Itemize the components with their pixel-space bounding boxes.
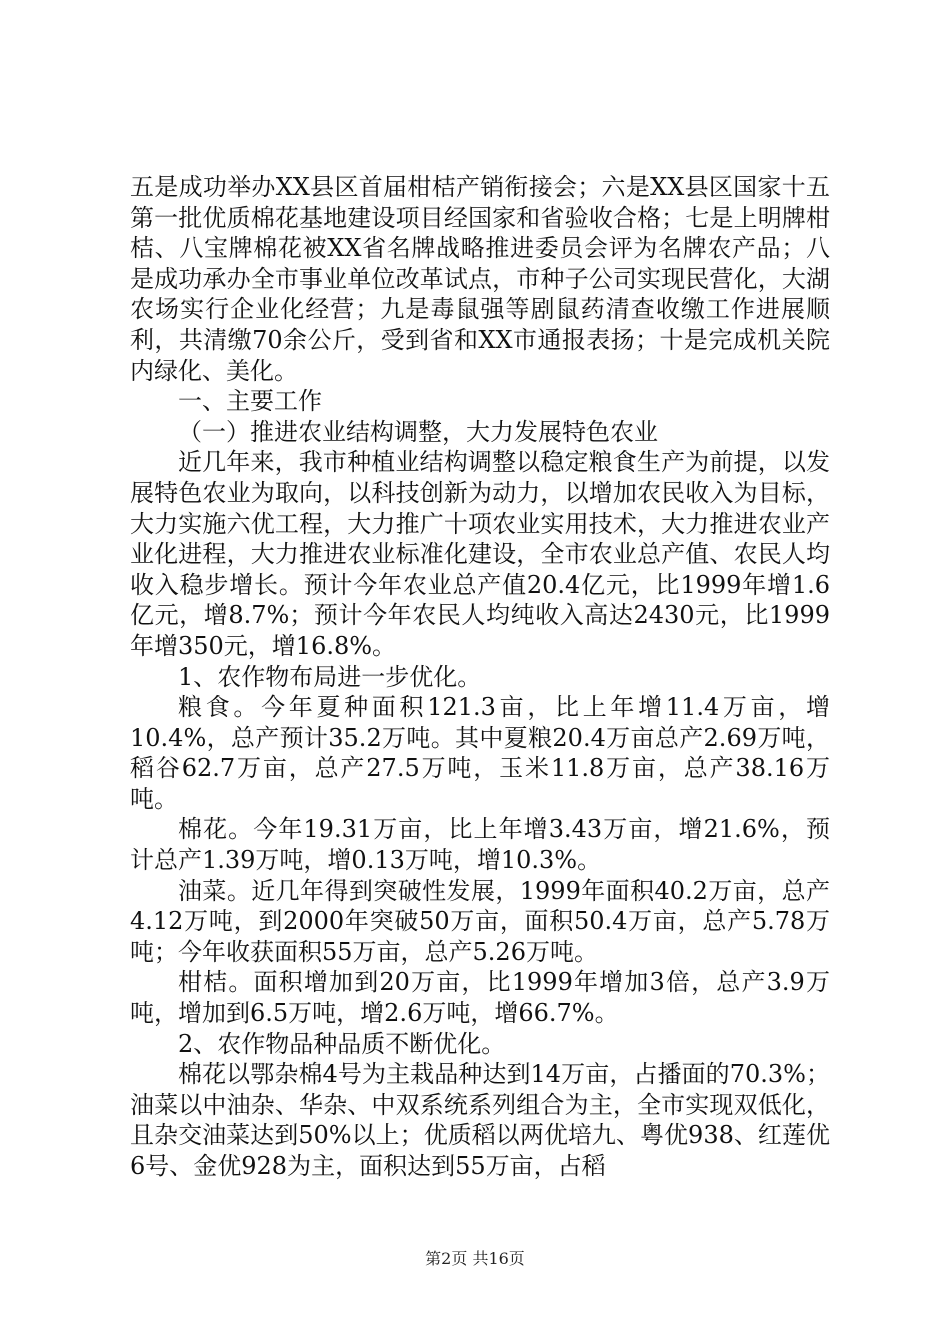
paragraph-citrus: 柑桔。面积增加到20万亩，比1999年增加3倍，总产3.9万吨，增加到6.5万吨，增2.6万吨，增66.7%。 [130, 968, 830, 1028]
paragraph-cotton: 棉花。今年19.31万亩，比上年增3.43万亩，增21.6%，预计总产1.39万吨，增0.13万吨，增10.3%。 [130, 815, 830, 875]
paragraph-rapeseed: 油菜。近几年得到突破性发展，1999年面积40.2万亩，总产4.12万吨，到2000年突破50万亩，面积50.4万亩，总产5.78万吨；今年收获面积55万亩，总产5.26万吨。 [130, 876, 830, 966]
paragraph-achievements-continued: 五是成功举办XX县区首届柑桔产销衔接会；六是XX县区国家十五第一批优质棉花基地建设项目经国家和省验收合格；七是上明牌柑桔、八宝牌棉花被XX省名牌战略推进委员会评为名牌农产品；八是成功承办全市事业单位改革试点，市种子公司实现民营化，大湖农场实行企业化经营；九是毒鼠强等剧鼠药清查收缴工作进展顺利，共清缴70余公斤，受到省和XX市通报表扬；十是完成机关院内绿化、美化。 [130, 173, 830, 385]
document-body [130, 172, 830, 1182]
item-heading-crop-varieties: 2、农作物品种品质不断优化。 [178, 1029, 506, 1058]
subsection-heading-structure-adjustment: （一）推进农业结构调整，大力发展特色农业 [178, 417, 658, 446]
paragraph-varieties: 棉花以鄂杂棉4号为主栽品种达到14万亩，占播面的70.3%；油菜以中油杂、华杂、中双系统系列组合为主，全市实现双低化，且杂交油菜达到50%以上；优质稻以两优培九、粤优938、红莲优6号、金优928为主，面积达到55万亩，占稻 [130, 1060, 830, 1180]
section-heading-main-work: 一、主要工作 [178, 387, 322, 416]
paragraph-grain: 粮食。今年夏种面积121.3亩，比上年增11.4万亩，增10.4%，总产预计35.2万吨。其中夏粮20.4万亩总产2.69万吨，稻谷62.7万亩，总产27.5万吨，玉米11.8万亩，总产38.16万吨。 [130, 693, 830, 813]
paragraph-overview: 近几年来，我市种植业结构调整以稳定粮食生产为前提，以发展特色农业为取向，以科技创新为动力，以增加农民收入为目标，大力实施六优工程，大力推广十项农业实用技术，大力推进农业产业化进程，大力推进农业标准化建设，全市农业总产值、农民人均收入稳步增长。预计今年农业总产值20.4亿元，比1999年增1.6亿元，增8.7%；预计今年农民人均纯收入高达2430元，比1999年增350元，增16.8%。 [130, 448, 830, 660]
item-heading-crop-layout: 1、农作物布局进一步优化。 [178, 662, 482, 691]
page-footer: 第2页 共16页 [425, 1249, 525, 1268]
